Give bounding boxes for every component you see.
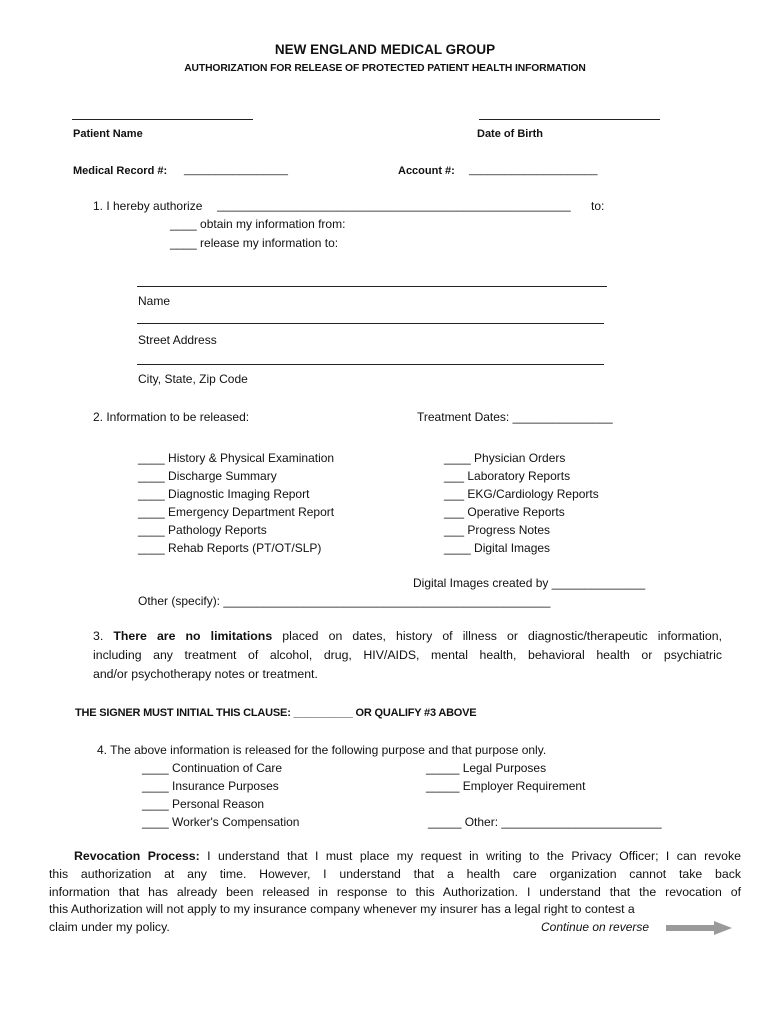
limitations-line-2: including any treatment of alcohol, drug, HIV/AIDS, mental health, behavioral health or psychiatric <box>93 648 722 662</box>
release-option[interactable]: ____ release my information to: <box>170 236 339 250</box>
purpose-continuation-of-care[interactable]: ____ Continuation of Care <box>142 761 283 775</box>
limitations-bold: There are no limitations <box>113 629 273 643</box>
city-state-zip-line[interactable] <box>137 364 604 365</box>
release-item-pathology[interactable]: ____ Pathology Reports <box>138 523 267 537</box>
authorize-text: 1. I hereby authorize <box>93 199 203 213</box>
patient-name-line[interactable] <box>72 119 253 120</box>
city-state-zip-label: City, State, Zip Code <box>138 372 248 386</box>
limitations-line-1: 3. There are no limitations placed on dates, history of illness or diagnostic/therapeutic information, <box>93 629 722 643</box>
medical-record-label: Medical Record #: <box>73 165 168 177</box>
release-item-emergency-department[interactable]: ____ Emergency Department Report <box>138 505 335 519</box>
date-of-birth-line[interactable] <box>479 119 660 120</box>
release-item-ekg-cardiology[interactable]: ___ EKG/Cardiology Reports <box>444 487 599 501</box>
authorize-field[interactable]: _____________________________________________________ <box>217 198 571 212</box>
purpose-employer-requirement[interactable]: _____ Employer Requirement <box>426 779 586 793</box>
obtain-option[interactable]: ____ obtain my information from: <box>170 217 346 231</box>
recipient-name-line[interactable] <box>137 286 607 287</box>
patient-name-label: Patient Name <box>73 128 143 140</box>
recipient-name-label: Name <box>138 294 171 308</box>
release-item-digital-images[interactable]: ____ Digital Images <box>444 541 551 555</box>
account-number-label: Account #: <box>398 165 455 177</box>
right-arrow-icon <box>666 921 732 935</box>
date-of-birth-label: Date of Birth <box>477 128 543 140</box>
street-address-label: Street Address <box>138 333 217 347</box>
purpose-other[interactable]: _____ Other: ________________________ <box>428 815 662 829</box>
information-released-heading: 2. Information to be released: <box>93 410 250 424</box>
authorize-to-text: to: <box>591 199 605 213</box>
revocation-line-4: this Authorization will not apply to my insurance company whenever my insurer has a legal right to contest a <box>49 902 635 917</box>
signer-initial-clause[interactable]: THE SIGNER MUST INITIAL THIS CLAUSE: __________ OR QUALIFY #3 ABOVE <box>75 707 477 719</box>
form-title: NEW ENGLAND MEDICAL GROUP <box>274 42 496 57</box>
release-item-physician-orders[interactable]: ____ Physician Orders <box>444 451 566 465</box>
purpose-heading: 4. The above information is released for the following purpose and that purpose only. <box>97 743 547 757</box>
revocation-line-2: this authorization at any time. However, I understand that a health care organization cannot take back <box>49 866 741 881</box>
purpose-workers-compensation[interactable]: ____ Worker's Compensation <box>142 815 300 829</box>
street-address-line[interactable] <box>137 323 604 324</box>
account-number-field[interactable]: _____________________ <box>469 164 598 176</box>
revocation-line-3: information that has already been released in response to this Authorization. I understand that the revocation of <box>49 884 741 899</box>
release-item-discharge-summary[interactable]: ____ Discharge Summary <box>138 469 277 483</box>
purpose-legal[interactable]: _____ Legal Purposes <box>426 761 547 775</box>
revocation-line-1: Revocation Process: I understand that I must place my request in writing to the Privacy Officer; I can revoke <box>74 849 741 863</box>
release-item-laboratory[interactable]: ___ Laboratory Reports <box>444 469 571 483</box>
limitations-line-3: and/or psychotherapy notes or treatment. <box>93 667 318 681</box>
form-subtitle: AUTHORIZATION FOR RELEASE OF PROTECTED PATIENT HEALTH INFORMATION <box>184 63 586 74</box>
continue-on-reverse: Continue on reverse <box>541 920 650 934</box>
purpose-personal-reason[interactable]: ____ Personal Reason <box>142 797 265 811</box>
release-item-rehab[interactable]: ____ Rehab Reports (PT/OT/SLP) <box>138 541 322 555</box>
treatment-dates-field[interactable]: Treatment Dates: _______________ <box>417 410 613 424</box>
revocation-line-5: claim under my policy. <box>49 920 170 935</box>
release-item-progress-notes[interactable]: ___ Progress Notes <box>444 523 551 537</box>
release-item-diagnostic-imaging[interactable]: ____ Diagnostic Imaging Report <box>138 487 310 501</box>
purpose-insurance[interactable]: ____ Insurance Purposes <box>142 779 279 793</box>
other-specify-field[interactable]: Other (specify): _________________________________________________ <box>138 594 551 608</box>
release-item-operative[interactable]: ___ Operative Reports <box>444 505 565 519</box>
limitations-paragraph <box>93 627 722 684</box>
release-item-history-physical[interactable]: ____ History & Physical Examination <box>138 451 335 465</box>
digital-images-created-field[interactable]: Digital Images created by ______________ <box>413 576 646 590</box>
revocation-heading: Revocation Process: <box>74 849 200 863</box>
medical-record-field[interactable]: _________________ <box>184 164 289 176</box>
